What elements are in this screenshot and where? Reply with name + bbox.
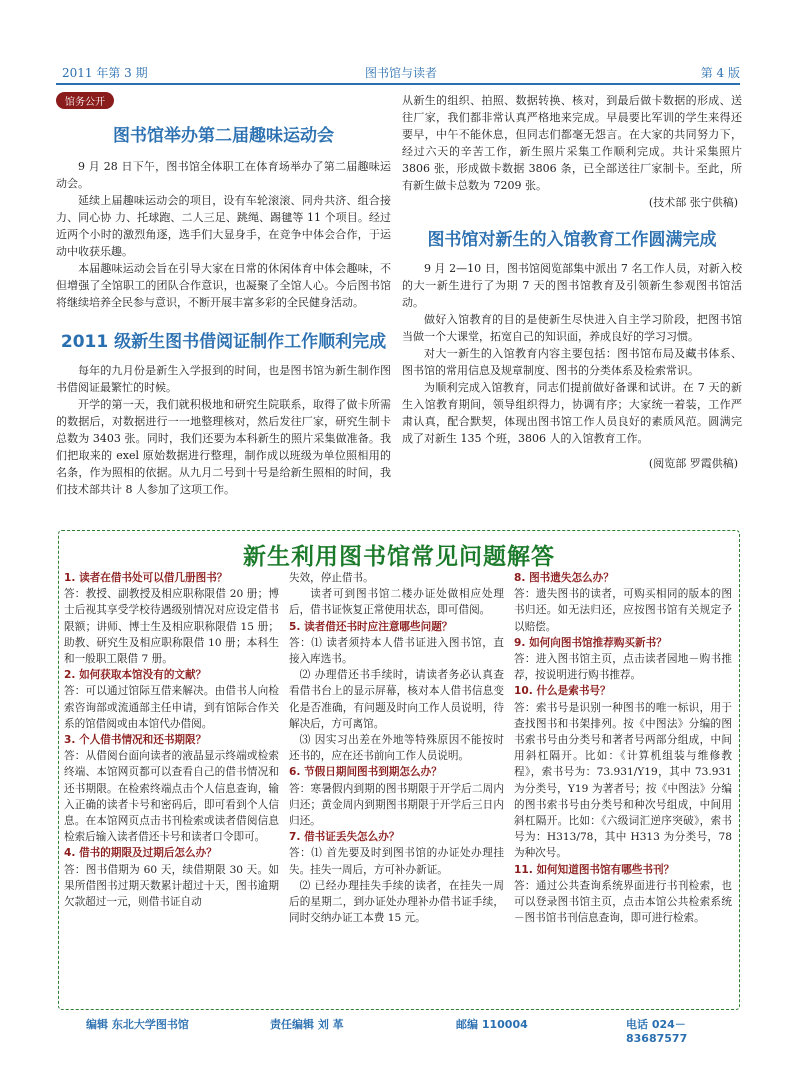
faq-answer: ⑵ 已经办理挂失手续的读者，在挂失一周后的星期二，到办证处办理补办借书证手续，同时交纳办证工本费 15 元。	[289, 879, 504, 925]
article3-paragraph: 为顺利完成入馆教育，同志们提前做好备课和试讲。在 7 天的新生入馆教育期间，领导组织得力，协调有序；大家统一着装，工作严肃认真，配合默契，体现出图书馆工作人员良好的素质风范。圆满完成了对新生 135 个班，3806 人的入馆教育工作。	[402, 381, 742, 445]
faq-answer: 答：寒暑假内到期的图书期限于开学后二周内归还；黄金周内到期图书期限于开学后三日内归还。	[289, 782, 504, 828]
faq-answer: 答：索书号是识别一种图书的唯一标识，用于查找图书和书架排列。按《中图法》分编的图书索书号由分类号和著者号两部分组成，中间用斜杠隔开。比如：《计算机组装与维修教程》，索书号为：73.931/Y19，其中 73.931 为分类号，Y19 为著者号；按《中图法》分编的图书索书号由分类号和种次号组成，中间用斜杠隔开。比如：《六级词汇逆序突破》，索书号为：H313/78，其中 H313 为分类号，78 为种次号。	[514, 701, 732, 860]
faq-item	[64, 845, 279, 910]
article2-title: 2011 级新生图书借阅证制作工作顺利完成	[60, 332, 387, 352]
faq-answer: 答：进入图书馆主页，点击读者园地－购书推荐，按说明进行购书推荐。	[514, 653, 732, 682]
faq-answer: 答：教授、副教授及相应职称限借 20 册；博士后视其享受学校待遇级别情况对应设定借书限额；讲师、博士生及相应职称限借 15 册；助教、研究生及相应职称限借 10 册；本科生和一般职工限借 7 册。	[64, 588, 279, 666]
faq-question: 10. 什么是索书号？	[514, 685, 611, 698]
faq-answer: ⑶ 因实习出差在外地等特殊原因不能按时还书的，应在还书前向工作人员说明。	[289, 734, 504, 763]
faq-question: 6. 节假日期间图书到期怎么办？	[289, 766, 442, 779]
faq-question: 5. 读者借还书时应注意哪些问题？	[289, 620, 453, 633]
header-rule	[56, 83, 740, 85]
footer-editor: 编辑 东北大学图书馆	[86, 1018, 189, 1031]
faq-item	[514, 683, 732, 861]
faq-item	[64, 570, 279, 667]
article2-paragraph: 每年的九月份是新生入学报到的时间，也是图书馆为新生制作图书借阅证最繁忙的时候。	[56, 364, 391, 394]
faq-answer: 答：通过公共查询系统界面进行书刊检索，也可以登录图书馆主页，点击本馆公共检索系统－图书馆书刊信息查询，即可进行检索。	[514, 879, 732, 925]
faq-item	[64, 667, 279, 732]
article1-paragraph: 本届趣味运动会旨在引导大家在日常的休闲体育中体会趣味，不但增强了全馆职工的团队合作意识，也凝聚了全馆人心。今后图书馆将继续培养全民参与意识，不断开展丰富多彩的全民健身活动。	[56, 262, 391, 309]
faq-question: 11. 如何知道图书馆有哪些书刊？	[514, 863, 675, 876]
issue-label: 2011 年第 3 期	[62, 66, 148, 80]
article3-paragraph: 做好入馆教育的目的是使新生尽快进入自主学习阶段，把图书馆当做一个大课堂，拓宽自己的知识面，养成良好的学习习惯。	[402, 313, 742, 343]
page-footer	[56, 1016, 740, 1045]
faq-answer: 答：⑴ 首先要及时到图书馆的办证处办理挂失。挂失一周后，方可补办新证。	[289, 847, 504, 876]
left-column	[56, 90, 391, 498]
faq-column-2	[289, 570, 504, 926]
publication-name: 图书馆与读者	[364, 66, 437, 80]
faq-question: 2. 如何获取本馆没有的文献？	[64, 669, 207, 682]
faq-item	[64, 732, 279, 845]
faq-answer: 失效，停止借书。	[289, 572, 374, 584]
article1-title: 图书馆举办第二届趣味运动会	[113, 126, 334, 146]
faq-answer: 答：图书借期为 60 天，续借期限 30 天。如果所借图书过期天数累计超过十天，图书逾期欠款超过一元，则借书证自动	[64, 863, 279, 909]
article3-title: 图书馆对新生的入馆教育工作圆满完成	[427, 230, 717, 250]
article3-paragraph: 9 月 2—10 日，图书馆阅览部集中派出 7 名工作人员，对新入校的大一新生进行了为期 7 天的图书馆教育及引领新生参观图书馆活动。	[402, 262, 742, 309]
page-header	[62, 62, 740, 82]
page-number: 第 4 版	[700, 66, 740, 80]
article1-paragraph: 9 月 28 日下午，图书馆全体职工在体育场举办了第二届趣味运动会。	[56, 160, 391, 190]
faq-answer: 答：可以通过馆际互借来解决。由借书人向检索咨询部或流通部主任申请，到有馆际合作关系的馆借阅或由本馆代办借阅。	[64, 685, 279, 730]
section-badge: 馆务公开	[56, 92, 114, 109]
faq-question: 7. 借书证丢失怎么办？	[289, 831, 400, 844]
faq-answer: 答：遗失图书的读者，可购买相同的版本的图书归还。如无法归还，应按图书馆有关规定予以赔偿。	[514, 588, 732, 633]
article1-paragraph: 延续上届趣味运动会的项目，设有车轮滚滚、同舟共济、组合接力、同心协 力、托球跑、二人三足、跳绳、踢毽等 11 个项目。经过近两个小时的激烈角逐，选手们大显身手，在竞争中体会合作，于运动中收获乐趣。	[56, 194, 391, 258]
faq-item	[514, 635, 732, 684]
faq-title: 新生利用图书馆常见问题解答	[243, 544, 555, 570]
faq-answer: ⑵ 办理借还书手续时，请读者务必认真查看借书台上的显示屏幕，核对本人借书信息变化是否准确，有问题及时向工作人员说明，待解决后，方可离馆。	[289, 669, 504, 730]
faq-question: 4. 借书的期限及过期后怎么办？	[64, 847, 217, 860]
faq-answer: 读者可到图书馆二楼办证处做相应处理后，借书证恢复正常使用状态，即可借阅。	[289, 588, 504, 617]
faq-column-1	[64, 570, 279, 910]
faq-item	[514, 570, 732, 635]
article2-continuation: 从新生的组织、拍照、数据转换、核对，到最后做卡数据的形成、送往厂家，我们都非常认真严格地来完成。早晨要比军训的学生来得还要早，中午不能休息，但同志们都毫无怨言。在大家的共同努力下，经过六天的辛苦工作，新生照片采集工作顺利完成。共计采集照片 3806 张，形成做卡数据 3806 条，已全部送往厂家制卡。至此，所有新生做卡总数为 7209 张。	[402, 94, 742, 192]
faq-item	[514, 862, 732, 927]
faq-answer: 答：⑴ 读者须持本人借书证进入图书馆，直接入库选书。	[289, 636, 504, 666]
footer-chief-editor: 责任编辑 刘 革	[270, 1018, 344, 1031]
faq-question: 8. 图书遗失怎么办？	[514, 572, 614, 584]
article2-credit: (技术部 张宁供稿)	[648, 196, 738, 209]
faq-answer: 答：从借阅台面向读者的液晶显示终端或检索终端、本馆网页都可以查看自己的借书情况和还书期限。在检索终端点击个人信息查询，输入正确的读者卡号和密码后，即可看到个人信息。在本馆网页点击书刊检索或读者借阅信息检索后输入读者借还卡号和读者口令即可。	[64, 750, 279, 844]
right-column	[402, 92, 742, 472]
faq-question: 3. 个人借书情况和还书期限？	[64, 734, 207, 747]
faq-question: 1. 读者在借书处可以借几册图书？	[64, 572, 228, 584]
article2-paragraph: 开学的第一天，我们就积极地和研究生院联系，取得了做卡所需的数据后，对数据进行一一地整理核对，然后发往厂家，研究生制卡总数为 3403 张。同时，我们还要为本科新生的照片采集做准备。我们把取来的 exel 原始数据进行整理，制作成以班级为单位照相用的名条，作为照相的依据。从九月二号到十号是给新生照相的时间，我们技术部共计 8 人参加了这项工作。	[56, 398, 391, 496]
footer-postcode: 邮编 110004	[456, 1018, 528, 1031]
faq-column-3	[514, 570, 732, 926]
article3-paragraph: 对大一新生的入馆教育内容主要包括：图书馆布局及藏书体系、图书馆的常用信息及规章制度、图书的分类体系及检索常识。	[402, 347, 742, 377]
faq-question: 9. 如何向图书馆推荐购买新书？	[514, 636, 667, 649]
article3-credit: (阅览部 罗霞供稿)	[648, 457, 738, 470]
footer-phone: 电话 024－83687577	[626, 1018, 688, 1045]
